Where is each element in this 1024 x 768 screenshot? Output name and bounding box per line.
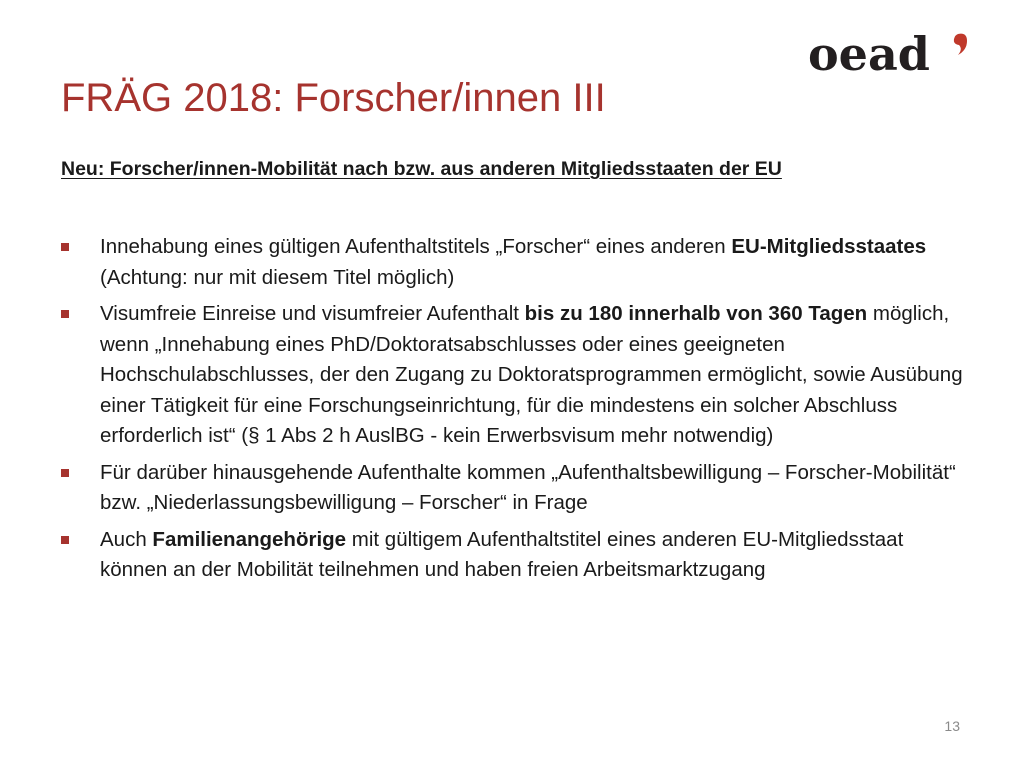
oead-logo-graphic <box>808 28 978 78</box>
square-bullet-icon <box>61 243 69 251</box>
bullet-item <box>61 299 966 452</box>
bullet-text: Für darüber hinausgehende Aufenthalte kommen „Aufenthaltsbewilligung – Forscher-Mobilität“ bzw. „Niederlassungsbewilligung – Forscher“ in Frage <box>100 460 956 514</box>
bullet-list <box>61 232 966 592</box>
bullet-text-bold: EU-Mitgliedsstaates <box>731 235 927 258</box>
page-number: 13 <box>944 718 960 734</box>
bullet-text: Visumfreie Einreise und visumfreier Aufenthalt <box>100 302 525 325</box>
logo-accent-mark <box>954 34 967 55</box>
square-bullet-icon <box>61 310 69 318</box>
bullet-text-bold: bis zu 180 innerhalb von 360 Tagen <box>524 302 868 325</box>
logo-wordmark: oead <box>808 28 930 78</box>
bullet-text: Innehabung eines gültigen Aufenthaltstitels „Forscher“ eines anderen <box>100 235 732 258</box>
bullet-text: mit gültigem Aufenthaltstitel eines anderen EU-Mitgliedsstaat können an der Mobilität teilnehmen und haben freien Arbeitsmarktzugang <box>100 527 904 581</box>
square-bullet-icon <box>61 536 69 544</box>
bullet-item <box>61 525 966 586</box>
bullet-text: (Achtung: nur mit diesem Titel möglich) <box>100 265 455 289</box>
square-bullet-icon <box>61 469 69 477</box>
bullet-item <box>61 458 966 519</box>
oead-logo <box>808 28 978 78</box>
bullet-text: Auch <box>100 527 153 551</box>
bullet-text-bold: Familienangehörige <box>152 527 347 551</box>
slide-subtitle: Neu: Forscher/innen-Mobilität nach bzw. aus anderen Mitgliedsstaaten der EU <box>61 158 782 180</box>
bullet-item <box>61 232 966 293</box>
slide-title: FRÄG 2018: Forscher/innen III <box>61 76 606 120</box>
bullet-text: möglich, wenn „Innehabung eines PhD/Doktoratsabschlusses oder eines geeigneten Hochschulabschlusses, der den Zugang zu Doktoratsprogrammen ermöglicht, sowie Ausübung einer Tätigkeit für eine Forschungseinrichtung, für die mindestens ein solcher Abschluss erforderlich ist“ (§ 1 Abs 2 h AuslBG - kein Erwerbsvisum mehr notwendig) <box>100 302 963 447</box>
